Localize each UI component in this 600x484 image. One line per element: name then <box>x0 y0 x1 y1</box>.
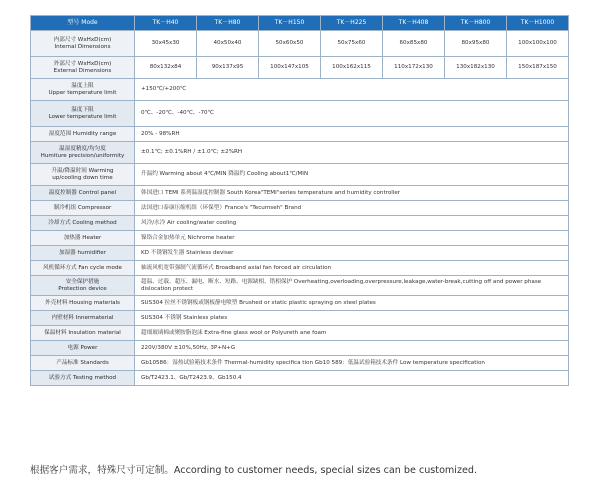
table-row <box>31 246 569 261</box>
table-row <box>31 31 569 57</box>
row-label-cn: 制冷机组 Compressor <box>53 204 112 211</box>
dimension-cell: 90x137x95 <box>197 57 259 79</box>
dimension-cell: 110x172x130 <box>383 57 445 79</box>
table-row <box>31 101 569 127</box>
row-label <box>31 261 135 276</box>
row-label <box>31 311 135 326</box>
row-label-en: Protection device <box>58 285 107 292</box>
spec-value: ±0.1℃; ±0.1%RH / ±1.0℃; ±2%RH <box>135 142 569 164</box>
table-row <box>31 261 569 276</box>
header-cell: TK－H80 <box>197 16 259 31</box>
header-cell: 型号 Mode <box>31 16 135 31</box>
spec-value: 20% - 98%RH <box>135 127 569 142</box>
row-label <box>31 164 135 186</box>
table-row <box>31 296 569 311</box>
row-label-cn: 外壳材料 Housing materials <box>45 299 120 306</box>
row-label <box>31 201 135 216</box>
row-label-cn: 温度下限 <box>71 106 94 113</box>
row-label-cn: 风机循环方式 Fan cycle mode <box>43 264 122 271</box>
table-row <box>31 201 569 216</box>
spec-table-header <box>31 16 569 31</box>
spec-value: 220V/380V ±10%,50Hz, 3P+N+G <box>135 341 569 356</box>
row-label-cn: 冷却方式 Cooling method <box>48 219 117 226</box>
dimension-cell: 40x50x40 <box>197 31 259 57</box>
spec-value: 风冷/水冷 Air cooling/water cooling <box>135 216 569 231</box>
row-label <box>31 326 135 341</box>
spec-value: 0℃、-20℃、-40℃、-70℃ <box>135 101 569 127</box>
dimension-cell: 50x75x60 <box>321 31 383 57</box>
dimension-cell: 130x182x130 <box>445 57 507 79</box>
row-label-cn: 保温材料 Insulation material <box>44 329 121 336</box>
dimension-cell: 100x162x115 <box>321 57 383 79</box>
row-label-cn: 安全保护措施 <box>65 278 100 285</box>
spec-table-body <box>31 31 569 386</box>
row-label <box>31 127 135 142</box>
spec-value: +150℃/+200℃ <box>135 79 569 101</box>
spec-table <box>30 15 569 386</box>
row-label <box>31 186 135 201</box>
table-row <box>31 79 569 101</box>
row-label-cn: 产品标准 Standards <box>56 359 109 366</box>
header-cell: TK－H800 <box>445 16 507 31</box>
row-label-cn: 试验方式 Testing method <box>48 374 117 381</box>
dimension-cell: 30x45x30 <box>135 31 197 57</box>
table-row <box>31 127 569 142</box>
row-label <box>31 296 135 311</box>
header-cell: TK－H40 <box>135 16 197 31</box>
row-label <box>31 57 135 79</box>
row-label-cn: 内部尺寸 WxHxD(cm) <box>53 36 112 43</box>
spec-value: Gb10586：湿热试验箱技术条件 Thermal-humidity specifica tion Gb10 589：低温试验箱技术条件 Low temperature specification <box>135 356 569 371</box>
dimension-cell: 150x187x150 <box>507 57 569 79</box>
row-label-cn: 温度上限 <box>71 82 94 89</box>
spec-value: 镍铬合金加热单元 Nichrome heater <box>135 231 569 246</box>
dimension-cell: 50x60x50 <box>259 31 321 57</box>
dimension-cell: 100x147x105 <box>259 57 321 79</box>
table-row <box>31 142 569 164</box>
table-row <box>31 371 569 386</box>
spec-value: 轴流风机宽带强制气流循环式 Broadband axial fan forced air circulation <box>135 261 569 276</box>
dimension-cell: 60x85x80 <box>383 31 445 57</box>
row-label-cn: 升温/降温时间 Warming <box>51 167 114 174</box>
row-label-en: External Dimensions <box>53 67 112 74</box>
row-label <box>31 371 135 386</box>
row-label-cn: 加热器 Heater <box>63 234 102 241</box>
row-label <box>31 31 135 57</box>
table-row <box>31 57 569 79</box>
spec-value: 升温约 Warming about 4℃/MIN 降温约 Cooling about1℃/MIN <box>135 164 569 186</box>
spec-value: KD 不锈钢发生器 Stainless deviser <box>135 246 569 261</box>
header-cell: TK－H150 <box>259 16 321 31</box>
row-label-en: Humiture precision/uniformity <box>40 152 125 159</box>
row-label-cn: 温湿度精度/均匀度 <box>59 145 106 152</box>
table-row <box>31 276 569 296</box>
spec-value: 超细玻璃棉或聚胺脂泡沫 Extra-fine glass wool or Polyureth ane foam <box>135 326 569 341</box>
table-row <box>31 216 569 231</box>
dimension-cell: 80x132x84 <box>135 57 197 79</box>
row-label <box>31 79 135 101</box>
table-row <box>31 356 569 371</box>
header-cell: TK－H225 <box>321 16 383 31</box>
spec-value: 超温、过载、超压、漏电、断水、短路、电源缺相、错相保护 Overheating,overloading,overpressure,leakage,water-break,cutting off and power phase dislocation protect <box>135 276 569 296</box>
header-cell: TK－H1000 <box>507 16 569 31</box>
dimension-cell: 100x100x100 <box>507 31 569 57</box>
row-label-cn: 湿度范围 Humidity range <box>48 130 117 137</box>
row-label-en: Lower temperature limit <box>48 113 117 120</box>
header-cell: TK－H408 <box>383 16 445 31</box>
row-label-cn: 加湿器 humidifier <box>58 249 107 256</box>
table-row <box>31 186 569 201</box>
spec-value: 韩国进口 TEMI 系列温湿度控制器 South Korea"TEMI"series temperature and humidity controller <box>135 186 569 201</box>
row-label-en: Internal Dimensions <box>54 43 111 50</box>
row-label-cn: 外部尺寸 WxHxD(cm) <box>53 60 112 67</box>
table-row <box>31 326 569 341</box>
row-label <box>31 246 135 261</box>
dimension-cell: 80x95x80 <box>445 31 507 57</box>
row-label <box>31 142 135 164</box>
row-label <box>31 276 135 296</box>
spec-value: 法国进口泰康压缩机组（环保型）France's "Tecumseh" Brand <box>135 201 569 216</box>
row-label-en: up/cooling down time <box>52 174 113 181</box>
row-label-en: Upper temperature limit <box>48 89 117 96</box>
row-label-cn: 电源 Power <box>67 344 98 351</box>
row-label <box>31 231 135 246</box>
spec-value: SUS304 不锈钢 Stainless plates <box>135 311 569 326</box>
row-label <box>31 216 135 231</box>
row-label <box>31 101 135 127</box>
row-label <box>31 356 135 371</box>
table-row <box>31 341 569 356</box>
spec-value: SUS304 拉丝不锈钢板或钢板静电喷塑 Brushed or static plastic spraying on steel plates <box>135 296 569 311</box>
table-row <box>31 164 569 186</box>
footer-note: 根据客户需求，特殊尺寸可定制。According to customer needs, special sizes can be customized. <box>30 465 478 476</box>
row-label-cn: 温度控制器 Control panel <box>48 189 117 196</box>
row-label <box>31 341 135 356</box>
table-row <box>31 311 569 326</box>
table-row <box>31 231 569 246</box>
spec-value: Gb/T2423.1、Gb/T2423.9、Gb150.4 <box>135 371 569 386</box>
row-label-cn: 内壁材料 Innermaterial <box>51 314 114 321</box>
